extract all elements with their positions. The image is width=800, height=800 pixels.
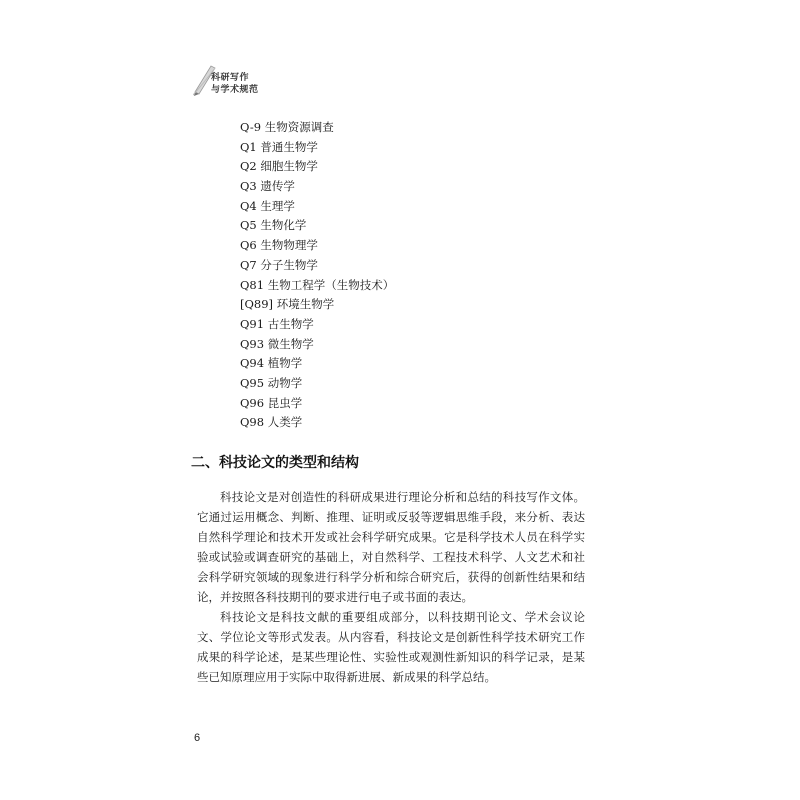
list-item: Q2 细胞生物学 [240, 159, 318, 174]
list-item: Q93 微生物学 [240, 336, 314, 351]
body-text [197, 487, 585, 687]
list-item: Q1 普通生物学 [240, 139, 318, 154]
book-series-logo [193, 62, 259, 96]
list-item: Q4 生理学 [240, 198, 295, 213]
list-item: Q-9 生物资源调查 [240, 120, 334, 134]
body-paragraph: 科技论文是对创造性的科研成果进行理论分析和总结的科技写作文体。它通过运用概念、判断、推理、证明或反驳等逻辑思维手段，来分析、表达自然科学理论和技术开发或社会科学研究成果。它是科学技术人员在科学实验或试验或调查研究的基础上，对自然科学、工程技术科学、人文艺术和社会科学研究领域的现象进行科学分析和综合研究后，获得的创新性结果和结论，并按照各科技期刊的要求进行电子或书面的表达。 [197, 490, 585, 604]
list-item: Q5 生物化学 [240, 218, 307, 233]
list-item: Q6 生物物理学 [240, 238, 318, 253]
list-item: Q81 生物工程学（生物技术） [240, 277, 395, 292]
logo-title-line2: 与学术规范 [211, 85, 259, 95]
list-item: Q98 人类学 [240, 415, 303, 430]
page-number: 6 [194, 732, 201, 744]
list-item: Q94 植物学 [240, 356, 303, 371]
list-item: Q7 分子生物学 [240, 257, 318, 272]
list-item: Q95 动物学 [240, 375, 303, 390]
section-heading: 二、科技论文的类型和结构 [191, 455, 359, 471]
body-paragraph: 科技论文是科技文献的重要组成部分，以科技期刊论文、学术会议论文、学位论文等形式发表。从内容看，科技论文是创新性科学技术研究工作成果的科学论述，是某些理论性、实验性或观测性新知识的科学记录，是某些已知原理应用于实际中取得新进展、新成果的科学总结。 [197, 610, 585, 684]
logo-title-line1: 科研写作 [211, 73, 250, 83]
list-item: Q96 昆虫学 [240, 395, 303, 410]
classification-code-list [240, 118, 394, 433]
list-item: Q3 遗传学 [240, 179, 295, 194]
list-item: [Q89] 环境生物学 [240, 297, 335, 312]
list-item: Q91 古生物学 [240, 316, 314, 331]
